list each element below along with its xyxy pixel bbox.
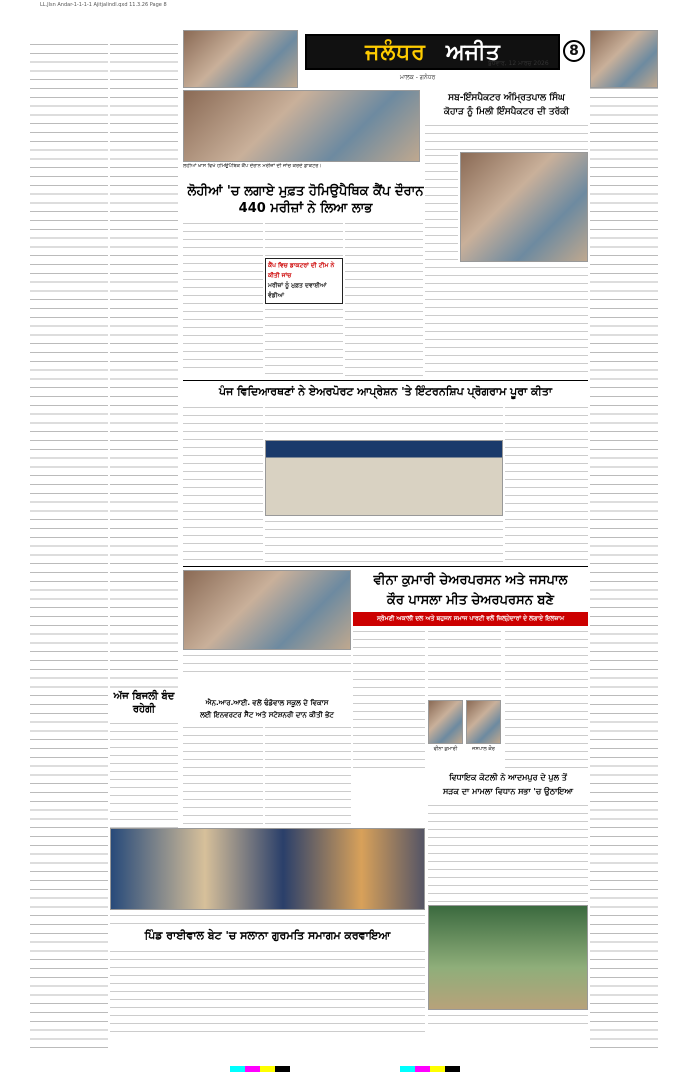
veena-body-2: [428, 628, 501, 698]
promo-body-side: [425, 152, 458, 262]
vidhan-assembly-photo: [428, 905, 588, 1010]
veena-caption: [183, 652, 351, 676]
school-body-2: [265, 724, 351, 824]
intern-body-4: [505, 404, 588, 564]
intern-headline: ਪੰਜ ਵਿਦਿਆਰਥਣਾਂ ਨੇ ਏਅਰਪੋਰਟ ਆਪ੍ਰੇਸ਼ਨ 'ਤੇ ਇੰਟਰਨਸ਼ਿਪ ਪ੍ਰੋਗਰਾਮ ਪੂਰਾ ਕੀਤਾ: [218, 385, 553, 398]
homeo-headline: ਲੋਹੀਆਂ 'ਚ ਲਗਾਏ ਮੁਫ਼ਤ ਹੋਮਿਉਪੈਥਿਕ ਕੈਂਪ ਦੌਰਾਨ 440 ਮਰੀਜ਼ਾਂ ਨੇ ਲਿਆ ਲਾਭ: [187, 184, 424, 216]
left-column-listings: [30, 40, 108, 1050]
vidhan-headline-1: ਵਿਧਾਇਕ ਕੋਟਲੀ ਨੇ ਆਦਮਪੁਰ ਦੇ ਪੁਲ ਤੋਂ: [449, 773, 567, 782]
promo-photo: [460, 152, 588, 262]
camp-subhead-1: ਕੈਂਪ ਵਿਚ ਡਾਕਟਰਾਂ ਦੀ ਟੀਮ ਨੇ ਕੀਤੀ ਜਾਂਚ: [268, 262, 335, 279]
photo-caption: ਲੋਹੀਆਂ ਖ਼ਾਸ ਵਿਖੇ ਹੋਮਿਉਪੈਥਿਕ ਕੈਂਪ ਦੌਰਾਨ ਮਰੀਜ਼ਾਂ ਦੀ ਜਾਂਚ ਕਰਦੇ ਡਾਕਟਰ।: [183, 163, 322, 169]
promo-body-top: [425, 122, 588, 152]
divider: [183, 380, 588, 381]
vidhan-headline-2: ਸੜਕ ਦਾ ਮਾਮਲਾ ਵਿਧਾਨ ਸਭਾ 'ਚ ਉਠਾਇਆ: [442, 787, 574, 796]
masthead-right-image: [590, 30, 658, 88]
homeo-camp-photo: [183, 90, 420, 162]
veena-portrait: [428, 700, 463, 744]
right-column-listings: [590, 40, 658, 1050]
masthead-building-image: [183, 30, 298, 88]
promo-body-bottom: [425, 264, 588, 376]
gurmat-body: [110, 948, 425, 1036]
intern-body-2: [265, 404, 503, 438]
veena-subhead-banner: ਸ੍ਰੋਮਣੀ ਅਕਾਲੀ ਦਲ ਅਤੇ ਬਹੁਜਨ ਸਮਾਜ ਪਾਰਟੀ ਵਲੋਂ ਜ਼ਿਲ੍ਹੇਦਾਰਾਂ ਦੇ ਲਗਾਏ ਇਲਜ਼ਾਮ: [353, 612, 588, 626]
school-body-1: [183, 724, 263, 824]
intern-photo: [265, 440, 503, 516]
gurmat-caption: [110, 912, 425, 928]
power-body: [110, 720, 178, 830]
camp-subhead-2: ਮਰੀਜ਼ਾਂ ਨੂੰ ਮੁਫ਼ਤ ਦਵਾਈਆਂ ਵੰਡੀਆਂ: [268, 282, 327, 299]
veena-headline-2: ਕੌਰ ਪਾਸਲਾ ਮੀਤ ਚੇਅਰਪਰਸਨ ਬਣੇ: [387, 593, 554, 608]
homeo-body-2: [265, 220, 343, 256]
promo-headline-2: ਕੋਹਾੜ ਨੂੰ ਮਿਲੀ ਇੰਸਪੈਕਟਰ ਦੀ ਤਰੱਕੀ: [443, 107, 570, 117]
homeo-body-3: [265, 306, 343, 376]
intern-body-3: [265, 518, 503, 564]
print-slug: LL.Jlsn Andar-1-1-1-1 Ajitjalindl.qxd 11.3.26 Page 8: [40, 2, 167, 8]
veena-body-3: [505, 628, 588, 768]
veena-headline-1: ਵੀਨਾ ਕੁਮਾਰੀ ਚੇਅਰਪਰਸਨ ਅਤੇ ਜਸਪਾਲ: [373, 573, 568, 588]
vidhan-body: [428, 802, 588, 902]
masthead-subtitle: ਮਾਲਕ - ਗਨੰਧਰ: [400, 74, 436, 81]
gurmat-headline: ਪਿੰਡ ਰਾਈਵਾਲ ਬੇਟ 'ਚ ਸਲਾਨਾ ਗੁਰਮਤਿ ਸਮਾਗਮ ਕਰਵਾਇਆ: [144, 929, 391, 942]
power-headline: ਅੱਜ ਬਿਜਲੀ ਬੰਦ ਰਹੇਗੀ: [113, 691, 175, 715]
school-headline-1: ਐਨ.ਆਰ.ਆਈ. ਵਲੋਂ ਢੰਡੋਵਾਲ ਸਕੂਲ ਦੇ ਵਿਕਾਸ: [205, 699, 329, 707]
vidhan-caption: [428, 1012, 588, 1030]
left-column-2-listings: [110, 40, 178, 690]
portrait-name-1: ਵੀਨਾ ਕੁਮਾਰੀ: [433, 746, 458, 752]
color-registration-bar: [400, 1066, 460, 1072]
homeo-body-4: [345, 220, 423, 376]
homeo-body-1: [183, 220, 263, 375]
portrait-name-2: ਜਸਪਾਲ ਕੌਰ: [472, 746, 495, 752]
veena-body-1: [353, 628, 425, 768]
issue-date: ਬੁੱਧਵਾਰ, 12 ਮਾਰਚ 2026: [488, 60, 549, 67]
masthead-city: ਜਲੰਧਰ: [365, 39, 426, 65]
jaspal-portrait: [466, 700, 501, 744]
intern-body-1: [183, 404, 263, 564]
page-number: 8: [563, 40, 585, 62]
homeo-subhead-box: [265, 258, 343, 304]
divider: [183, 566, 588, 567]
gurmat-photo: [110, 828, 425, 910]
school-headline-2: ਲਈ ਇਨਵਰਟਰ ਸੈੱਟ ਅਤੇ ਸਟੇਸ਼ਨਰੀ ਦਾਨ ਕੀਤੀ ਭੇਟ: [200, 711, 334, 719]
masthead-brand: ਅਜੀਤ: [445, 39, 500, 65]
promo-headline-1: ਸਬ-ਇੰਸਪੈਕਟਰ ਅੰਮ੍ਰਿਤਪਾਲ ਸਿੰਘ: [448, 93, 565, 103]
veena-group-photo: [183, 570, 351, 650]
color-registration-bar: [230, 1066, 290, 1072]
